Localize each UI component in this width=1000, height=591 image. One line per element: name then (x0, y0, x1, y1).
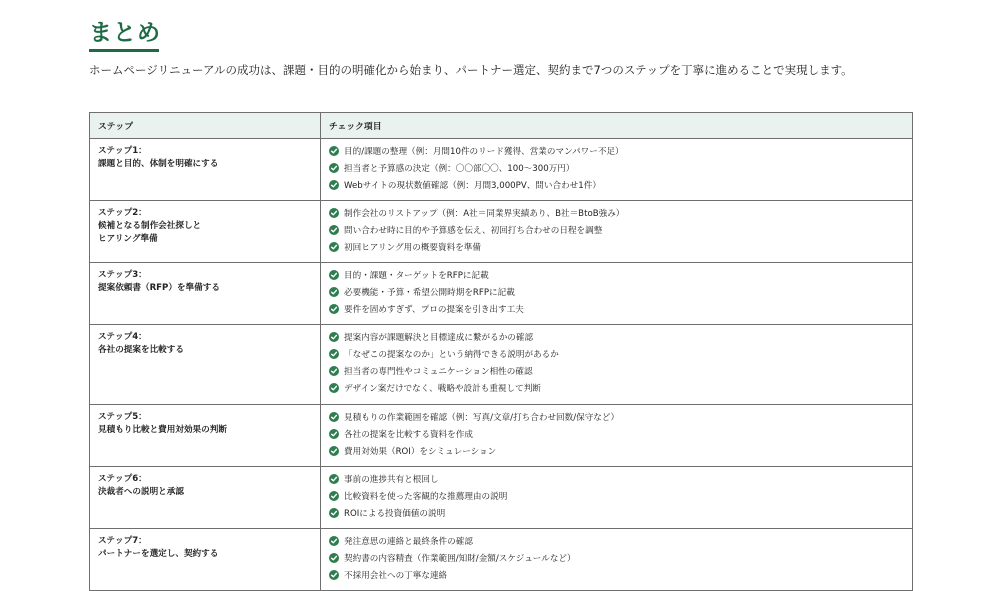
step-title: パートナーを選定し、契約する (98, 549, 219, 559)
check-circle-icon (329, 180, 339, 190)
check-circle-icon (329, 304, 339, 314)
check-item-text: 制作会社のリストアップ（例：A社＝同業界実績あり、B社＝BtoB強み） (344, 208, 625, 219)
check-item (329, 442, 912, 459)
check-circle-icon (329, 491, 339, 501)
header-check: チェック項目 (321, 113, 913, 139)
check-item (329, 283, 912, 300)
check-circle-icon (329, 474, 339, 484)
step-title: 課題と目的、体制を明確にする (98, 159, 219, 169)
step-cell (90, 139, 321, 201)
section-heading: まとめ (89, 20, 161, 46)
step-title: 見積もり比較と費用対効果の判断 (98, 425, 227, 435)
check-item-text: 必要機能・予算・希望公開時期をRFPに記載 (344, 287, 515, 298)
step-cell (90, 263, 321, 325)
step-number: ステップ6： (98, 474, 147, 484)
check-item-text: 提案内容が課題解決と目標達成に繋がるかの確認 (344, 332, 534, 343)
check-item (329, 221, 912, 238)
check-circle-icon (329, 508, 339, 518)
check-item-text: 目的・課題・ターゲットをRFPに記載 (344, 270, 489, 281)
step-number: ステップ4： (98, 332, 147, 342)
check-item-text: デザイン案だけでなく、戦略や設計も重視して判断 (344, 383, 541, 394)
check-item (329, 549, 912, 566)
check-item-text: 担当者と予算感の決定（例：〇〇部〇〇、100〜300万円） (344, 163, 575, 174)
step-cell (90, 467, 321, 529)
check-list-cell (321, 263, 913, 325)
check-circle-icon (329, 553, 339, 563)
check-item-text: 契約書の内容精査（作業範囲/知財/金額/スケジュールなど） (344, 553, 576, 564)
step-cell (90, 529, 321, 591)
check-item-text: 要件を固めすぎず、プロの提案を引き出す工夫 (344, 304, 524, 315)
check-list-cell (321, 201, 913, 263)
checklist-table (89, 112, 913, 591)
check-circle-icon (329, 366, 339, 376)
table-row (90, 529, 913, 591)
check-circle-icon (329, 208, 339, 218)
check-item (329, 300, 912, 317)
check-circle-icon (329, 536, 339, 546)
table-row (90, 139, 913, 201)
check-circle-icon (329, 163, 339, 173)
table-row (90, 201, 913, 263)
check-circle-icon (329, 146, 339, 156)
check-item (329, 532, 912, 549)
check-item-text: 比較資料を使った客観的な推薦理由の説明 (344, 491, 508, 502)
check-circle-icon (329, 349, 339, 359)
check-list-cell (321, 467, 913, 529)
check-circle-icon (329, 383, 339, 393)
check-item (329, 345, 912, 362)
step-number: ステップ5： (98, 412, 147, 422)
check-circle-icon (329, 287, 339, 297)
check-circle-icon (329, 570, 339, 580)
table-row (90, 405, 913, 467)
step-number: ステップ2： (98, 208, 147, 218)
check-item (329, 328, 912, 345)
check-item-text: 不採用会社への丁寧な連絡 (344, 570, 448, 581)
check-item (329, 159, 912, 176)
check-item-text: ROIによる投資価値の説明 (344, 508, 446, 519)
check-item-text: 各社の提案を比較する資料を作成 (344, 429, 473, 440)
check-item (329, 408, 912, 425)
check-item-text: 目的/課題の整理（例：月間10件のリード獲得、営業のマンパワー不足） (344, 146, 624, 157)
check-list-cell (321, 529, 913, 591)
check-item-text: 事前の進捗共有と根回し (344, 474, 439, 485)
check-circle-icon (329, 242, 339, 252)
step-number: ステップ1： (98, 146, 147, 156)
heading-underline (89, 49, 159, 52)
check-item-text: 初回ヒアリング用の概要資料を準備 (344, 242, 481, 253)
step-title: 各社の提案を比較する (98, 345, 184, 355)
check-item-text: 見積もりの作業範囲を確認（例：写真/文章/打ち合わせ回数/保守など） (344, 412, 620, 423)
check-circle-icon (329, 412, 339, 422)
step-cell (90, 201, 321, 263)
intro-text: ホームページリニューアルの成功は、課題・目的の明確化から始まり、パートナー選定、契約まで7つのステップを丁寧に進めることで実現します。 (89, 63, 853, 77)
table-row (90, 325, 913, 405)
check-item-text: 担当者の専門性やコミュニケーション相性の確認 (344, 366, 533, 377)
check-item (329, 204, 912, 221)
check-item-text: 費用対効果（ROI）をシミュレーション (344, 446, 497, 457)
check-circle-icon (329, 429, 339, 439)
table-header-row (90, 113, 913, 139)
step-title: 提案依頼書（RFP）を準備する (98, 283, 220, 293)
check-item (329, 470, 912, 487)
check-item-text: 問い合わせ時に目的や予算感を伝え、初回打ち合わせの日程を調整 (344, 225, 603, 236)
check-list-cell (321, 325, 913, 405)
check-item (329, 504, 912, 521)
check-circle-icon (329, 270, 339, 280)
check-item (329, 142, 912, 159)
check-item (329, 362, 912, 379)
check-item (329, 176, 912, 193)
check-item (329, 266, 912, 283)
check-item (329, 487, 912, 504)
check-circle-icon (329, 225, 339, 235)
table-row (90, 467, 913, 529)
header-step: ステップ (90, 113, 321, 139)
check-item-text: 発注意思の連絡と最終条件の確認 (344, 536, 473, 547)
step-number: ステップ3： (98, 270, 147, 280)
step-cell (90, 405, 321, 467)
step-title: 候補となる制作会社探しと (98, 221, 202, 231)
table-row (90, 263, 913, 325)
check-list-cell (321, 139, 913, 201)
check-item (329, 425, 912, 442)
step-title: 決裁者への説明と承認 (98, 487, 184, 497)
step-title: ヒアリング準備 (98, 234, 158, 244)
check-circle-icon (329, 332, 339, 342)
check-item (329, 379, 912, 396)
check-item (329, 566, 912, 583)
step-cell (90, 325, 321, 405)
check-item-text: Webサイトの現状数値確認（例：月間3,000PV、問い合わせ1件） (344, 180, 601, 191)
check-item-text: 「なぜこの提案なのか」という納得できる説明があるか (344, 349, 559, 360)
check-item (329, 238, 912, 255)
step-number: ステップ7： (98, 536, 147, 546)
check-circle-icon (329, 446, 339, 456)
check-list-cell (321, 405, 913, 467)
